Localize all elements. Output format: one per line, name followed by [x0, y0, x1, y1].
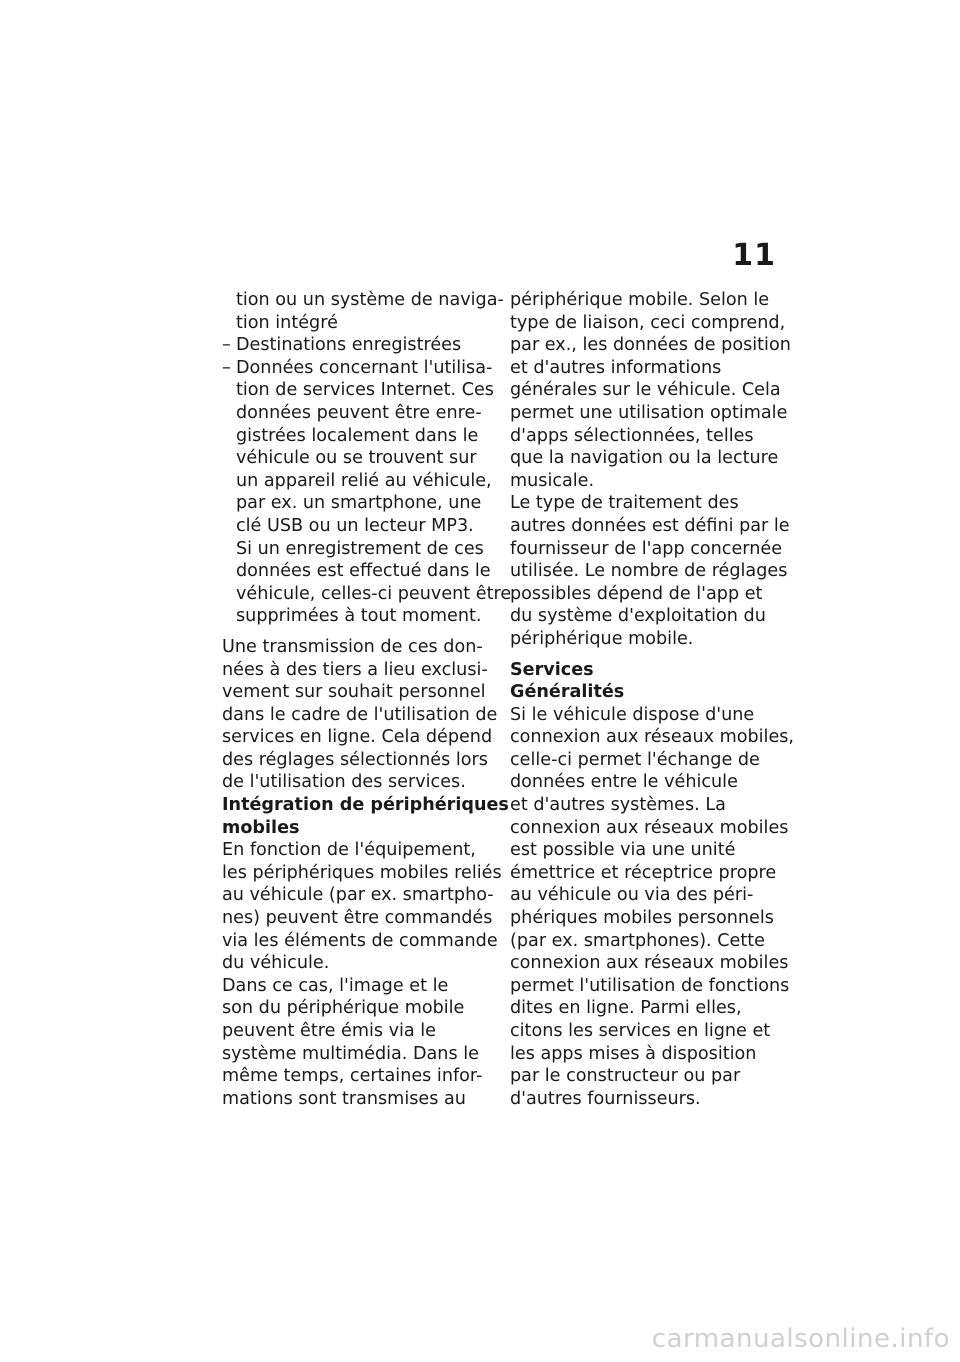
text-line: permet une utilisation optimale	[510, 402, 788, 423]
text-line: En fonction de l'équipement,	[222, 840, 476, 861]
indented-text-line: par ex. un smartphone, une	[236, 493, 482, 514]
text-line: Dans ce cas, l'image et le	[222, 975, 449, 996]
text-line: son du périphérique mobile	[222, 998, 465, 1019]
text-line: données entre le véhicule	[510, 772, 738, 793]
text-line: par le constructeur ou par	[510, 1066, 741, 1087]
text-line: par ex., les données de position	[510, 335, 791, 356]
text-line: périphérique mobile.	[510, 628, 694, 649]
text-line: au véhicule (par ex. smartpho-	[222, 885, 494, 906]
text-line: est possible via une unité	[510, 840, 736, 861]
text-line: vement sur souhait personnel	[222, 682, 486, 703]
indented-text-line: un appareil relié au véhicule,	[236, 470, 492, 491]
text-line: services en ligne. Cela dépend	[222, 727, 493, 748]
indented-text-line: données est effectué dans le	[236, 561, 491, 582]
text-line: système multimédia. Dans le	[222, 1043, 479, 1064]
text-line: au véhicule ou via des péri-	[510, 885, 754, 906]
text-line: du système d'exploitation du	[510, 606, 766, 627]
indented-text-line: tion intégré	[236, 312, 338, 333]
text-line: nées à des tiers a lieu exclusi-	[222, 659, 488, 680]
text-line: les apps mises à disposition	[510, 1043, 757, 1064]
section-heading: Généralités	[510, 682, 625, 703]
text-line: même temps, certaines infor-	[222, 1066, 483, 1087]
text-line: peuvent être émis via le	[222, 1021, 437, 1041]
section-heading: Intégration de périphériques	[222, 795, 509, 816]
text-line: du véhicule.	[222, 953, 330, 974]
text-line: Si le véhicule dispose d'une	[510, 704, 755, 725]
indented-text-line: gistrées localement dans le	[236, 425, 479, 446]
indented-text-line: clé USB ou un lecteur MP3.	[236, 515, 474, 536]
text-line: périphérique mobile. Selon le	[510, 290, 770, 310]
indented-text-line: données peuvent être enre-	[236, 402, 482, 423]
text-line: d'apps sélectionnées, telles	[510, 425, 754, 446]
text-line: les périphériques mobiles reliés	[222, 862, 502, 883]
text-line: des réglages sélectionnés lors	[222, 749, 488, 770]
section-heading: mobiles	[222, 817, 300, 838]
watermark-footer: carmanualsonline.info	[651, 1324, 950, 1354]
text-line: connexion aux réseaux mobiles,	[510, 727, 795, 748]
text-line: citons les services en ligne et	[510, 1021, 771, 1041]
text-line: Le type de traitement des	[510, 493, 739, 514]
text-line: fournisseur de l'app concernée	[510, 538, 783, 559]
indented-text-line: Si un enregistrement de ces	[236, 538, 484, 559]
text-line: nes) peuvent être commandés	[222, 908, 493, 929]
indented-text-line: tion de services Internet. Ces	[236, 380, 494, 401]
bullet-item-line	[222, 334, 494, 357]
bullet-text: Destinations enregistrées	[236, 335, 462, 356]
text-line: et d'autres systèmes. La	[510, 795, 726, 816]
indented-text-line: véhicule ou se trouvent sur	[236, 448, 477, 469]
text-line: type de liaison, ceci comprend,	[510, 312, 786, 333]
text-line: d'autres fournisseurs.	[510, 1088, 701, 1109]
text-line: permet l'utilisation de fonctions	[510, 975, 790, 996]
text-line: mations sont transmises au	[222, 1088, 466, 1109]
text-line: phériques mobiles personnels	[510, 908, 774, 929]
text-line: générales sur le véhicule. Cela	[510, 380, 781, 401]
text-line: et d'autres informations	[510, 357, 722, 378]
right-text-column	[510, 289, 795, 1110]
text-line: Une transmission de ces don-	[222, 636, 483, 657]
left-text-column	[222, 289, 512, 1110]
indented-text-line: véhicule, celles-ci peuvent être	[236, 583, 512, 604]
paragraph-gap	[222, 628, 494, 636]
text-line: celle-ci permet l'échange de	[510, 749, 760, 770]
text-line: connexion aux réseaux mobiles	[510, 817, 789, 838]
text-line: autres données est défini par le	[510, 515, 790, 536]
text-line: via les éléments de commande	[222, 930, 498, 951]
indented-text-line: tion ou un système de naviga-	[236, 290, 504, 310]
text-line: connexion aux réseaux mobiles	[510, 953, 789, 974]
paragraph-gap	[510, 651, 782, 659]
section-heading: Services	[510, 659, 594, 680]
text-line: de l'utilisation des services.	[222, 772, 466, 793]
page-number: 11	[732, 238, 776, 273]
bullet-item-line	[222, 357, 494, 380]
indented-text-line: supprimées à tout moment.	[236, 606, 482, 627]
dash-bullet: –	[222, 335, 231, 356]
text-line: (par ex. smartphones). Cette	[510, 930, 765, 951]
bullet-text: Données concernant l'utilisa-	[236, 357, 493, 378]
text-line: utilisée. Le nombre de réglages	[510, 561, 788, 582]
text-line: possibles dépend de l'app et	[510, 583, 763, 604]
text-line: que la navigation ou la lecture	[510, 448, 779, 469]
dash-bullet: –	[222, 357, 231, 378]
text-line: dans le cadre de l'utilisation de	[222, 704, 498, 725]
text-line: musicale.	[510, 470, 595, 491]
text-line: émettrice et réceptrice propre	[510, 862, 777, 883]
text-line: dites en ligne. Parmi elles,	[510, 998, 742, 1019]
